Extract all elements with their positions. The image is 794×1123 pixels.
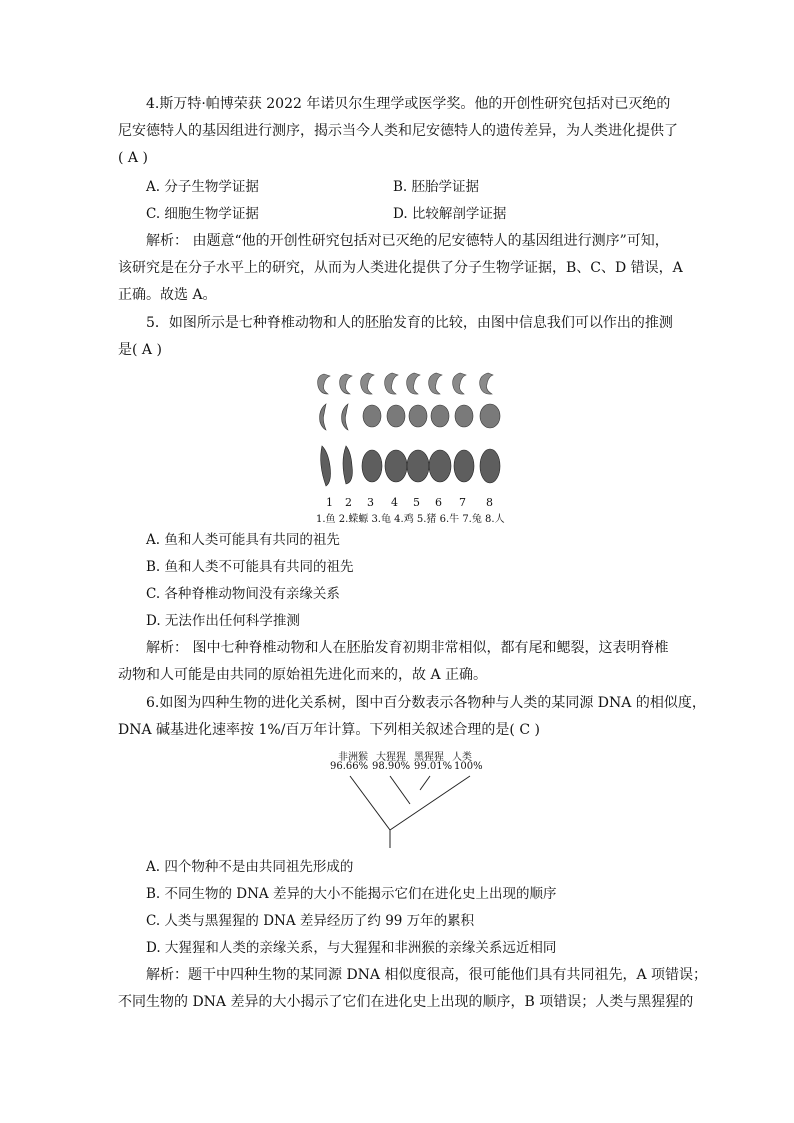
embryo-number: 3 xyxy=(367,496,374,509)
embryo-fish-stage-2 xyxy=(320,404,326,430)
q4-stem-line-2: 尼安德特人的基因组进行测序，揭示当今人类和尼安德特人的遗传差异，为人类进化提供了 xyxy=(118,123,678,139)
embryo-salamander-stage-1 xyxy=(340,374,352,394)
embryo-turtle-stage-2 xyxy=(363,405,381,427)
tree-species-label: 人类 xyxy=(452,752,472,763)
q4-explanation-line-3: 正确。故选 A。 xyxy=(118,287,217,303)
embryo-cow-stage-2 xyxy=(431,405,449,427)
embryo-number: 1 xyxy=(326,496,333,509)
embryo-pig-stage-3 xyxy=(407,450,429,482)
embryo-human-stage-3 xyxy=(480,449,500,483)
embryo-turtle-stage-3 xyxy=(362,450,382,482)
q5-option-a: A. 鱼和人类可能具有共同的祖先 xyxy=(146,532,340,548)
tree-similarity-label: 100% xyxy=(454,761,483,772)
embryo-rabbit-stage-1 xyxy=(453,373,466,394)
embryo-number: 8 xyxy=(486,496,493,509)
tree-species-label: 黑猩猩 xyxy=(414,752,444,763)
embryo-number: 5 xyxy=(413,496,420,509)
embryo-salamander-stage-2 xyxy=(342,404,348,430)
embryo-pig-stage-1 xyxy=(407,373,420,394)
q5-explanation-line-2: 动物和人可能是由共同的原始祖先进化而来的，故 A 正确。 xyxy=(118,667,488,683)
q4-option-b: B. 胚胎学证据 xyxy=(393,179,480,195)
embryo-pig-stage-2 xyxy=(409,405,427,427)
q6-option-b: B. 不同生物的 DNA 差异的大小不能揭示它们在进化史上出现的顺序 xyxy=(146,886,557,902)
embryo-number-row xyxy=(312,496,502,508)
tree-similarity-label: 96.66% xyxy=(330,761,369,772)
q6-stem-line-1: 6.如图为四种生物的进化关系树，图中百分数表示各物种与人类的某同源 DNA 的相似度， xyxy=(146,695,706,711)
embryo-number: 7 xyxy=(459,496,466,509)
tree-similarity-label: 99.01% xyxy=(414,761,453,772)
q4-option-d: D. 比较解剖学证据 xyxy=(393,206,507,222)
tree-branch-chimpanzee xyxy=(420,776,430,790)
embryo-turtle-stage-1 xyxy=(361,373,374,394)
tree-branch-african-monkey xyxy=(350,776,390,830)
embryo-number: 2 xyxy=(345,496,352,509)
q5-option-d: D. 无法作出任何科学推测 xyxy=(146,613,300,629)
q4-option-c: C. 细胞生物学证据 xyxy=(146,206,259,222)
q5-option-b: B. 鱼和人类不可能具有共同的祖先 xyxy=(146,559,354,575)
embryo-number: 4 xyxy=(391,496,398,509)
tree-branch-human xyxy=(390,776,470,830)
embryo-rabbit-stage-3 xyxy=(454,450,474,482)
embryo-rabbit-stage-2 xyxy=(455,405,473,427)
embryo-chick-stage-2 xyxy=(387,405,405,427)
embryo-comparison-figure xyxy=(312,368,505,525)
embryo-illustrations xyxy=(312,368,502,498)
phylogenetic-tree-lines xyxy=(330,774,490,848)
embryo-chick-stage-1 xyxy=(385,373,398,394)
q6-explanation-line-1: 解析：题干中四种生物的某同源 DNA 相似度很高，很可能他们具有共同祖先，A 项错误； xyxy=(146,967,708,983)
embryo-fish-stage-1 xyxy=(318,374,330,394)
tree-similarity-label: 98.90% xyxy=(372,761,411,772)
embryo-human-stage-2 xyxy=(480,404,500,428)
q5-option-c: C. 各种脊椎动物间没有亲缘关系 xyxy=(146,586,340,602)
q5-stem-line-1: 5．如图所示是七种脊椎动物和人的胚胎发育的比较，由图中信息我们可以作出的推测 xyxy=(146,315,673,331)
q4-stem-line-1: 4.斯万特·帕博荣获 2022 年诺贝尔生理学或医学奖。他的开创性研究包括对已灭绝的 xyxy=(146,96,671,112)
q4-answer-mark: ( A ) xyxy=(118,150,148,166)
q6-option-a: A. 四个物种不是由共同祖先形成的 xyxy=(146,859,354,875)
embryo-chick-stage-3 xyxy=(385,450,407,482)
q4-option-a: A. 分子生物学证据 xyxy=(146,179,259,195)
q5-explanation-line-1: 解析： 图中七种脊椎动物和人在胚胎发育初期非常相似，都有尾和鳃裂，这表明脊椎 xyxy=(146,640,669,656)
tree-species-label: 非洲猴 xyxy=(338,752,368,763)
embryo-fish-stage-3 xyxy=(321,446,331,486)
tree-branch-gorilla xyxy=(390,776,410,804)
q6-explanation-line-2: 不同生物的 DNA 差异的大小揭示了它们在进化史上出现的顺序，B 项错误；人类与黑猩猩的 xyxy=(118,994,694,1010)
q6-stem-line-2: DNA 碱基进化速率按 1%/百万年计算。下列相关叙述合理的是( C ) xyxy=(118,722,540,738)
q4-explanation-line-1: 解析： 由题意“他的开创性研究包括对已灭绝的尼安德特人的基因组进行测序”可知， xyxy=(146,233,669,249)
evolution-tree-figure xyxy=(330,748,490,848)
q6-option-d: D. 大猩猩和人类的亲缘关系，与大猩猩和非洲猴的亲缘关系远近相同 xyxy=(146,940,557,956)
embryo-human-stage-1 xyxy=(480,373,493,394)
q5-stem-line-2: 是( A ) xyxy=(118,342,162,358)
q4-explanation-line-2: 该研究是在分子水平上的研究，从而为人类进化提供了分子生物学证据，B、C、D 错误，A xyxy=(118,260,683,276)
q6-option-c: C. 人类与黑猩猩的 DNA 差异经历了约 99 万年的累积 xyxy=(146,913,475,929)
embryo-number: 6 xyxy=(435,496,442,509)
embryo-cow-stage-3 xyxy=(429,450,451,482)
embryo-salamander-stage-3 xyxy=(343,446,352,484)
embryo-cow-stage-1 xyxy=(429,373,442,394)
tree-species-label: 大猩猩 xyxy=(376,752,406,763)
embryo-figure-caption: 1.鱼 2.蝾螈 3.龟 4.鸡 5.猪 6.牛 7.兔 8.人 xyxy=(316,514,505,525)
